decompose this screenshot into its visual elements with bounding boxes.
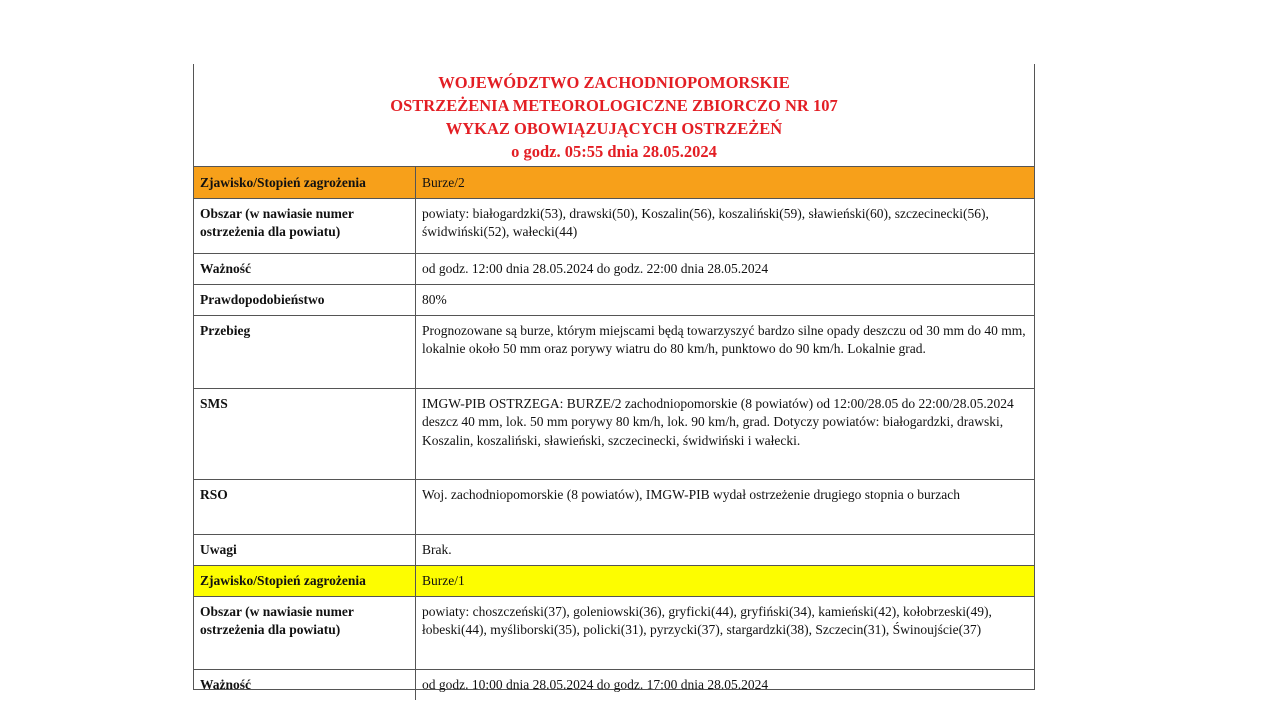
document-header bbox=[194, 64, 1034, 167]
phenomenon-label-2: Zjawisko/Stopień zagrożenia bbox=[194, 565, 416, 596]
notes-label: Uwagi bbox=[194, 534, 416, 565]
validity-row bbox=[194, 253, 1034, 284]
notes-row bbox=[194, 534, 1034, 565]
area-value-2: powiaty: choszczeński(37), goleniowski(36), gryficki(44), gryfiński(34), kamieński(42), kołobrzeski(49), łobeski(44), myśliborski(35), policki(31), pyrzycki(37), stargardzki(38), Szczecin(31), Świnoujście(37) bbox=[416, 596, 1035, 669]
header-region: WOJEWÓDZTWO ZACHODNIOPOMORSKIE bbox=[438, 73, 790, 92]
rso-label: RSO bbox=[194, 479, 416, 534]
rso-value: Woj. zachodniopomorskie (8 powiatów), IMGW-PIB wydał ostrzeżenie drugiego stopnia o burzach bbox=[416, 479, 1035, 534]
header-title: OSTRZEŻENIA METEOROLOGICZNE ZBIORCZO NR 107 bbox=[390, 96, 838, 115]
course-value: Prognozowane są burze, którym miejscami będą towarzyszyć bardzo silne opady deszczu od 30 mm do 40 mm, lokalnie około 50 mm oraz porywy wiatru do 80 km/h, punktowo do 90 km/h. Lokalnie grad. bbox=[416, 315, 1035, 388]
notes-value: Brak. bbox=[416, 534, 1035, 565]
area-row-2 bbox=[194, 596, 1034, 669]
sms-row bbox=[194, 388, 1034, 479]
validity-label-2: Ważność bbox=[194, 669, 416, 700]
sms-value: IMGW-PIB OSTRZEGA: BURZE/2 zachodniopomorskie (8 powiatów) od 12:00/28.05 do 22:00/28.05.2024 deszcz 40 mm, lok. 50 mm porywy 80 km/h, lok. 90 km/h, grad. Dotyczy powiatów: białogardzki, drawski, Koszalin, koszaliński, sławieński, szczecinecki, świdwiński i wałecki. bbox=[416, 388, 1035, 479]
phenomenon-value-2: Burze/1 bbox=[416, 565, 1035, 596]
course-row bbox=[194, 315, 1034, 388]
area-label-2: Obszar (w nawiasie numer ostrzeżenia dla powiatu) bbox=[194, 596, 416, 669]
header-subtitle: WYKAZ OBOWIĄZUJĄCYCH OSTRZEŻEŃ bbox=[445, 119, 783, 138]
header-timestamp: o godz. 05:55 dnia 28.05.2024 bbox=[511, 142, 717, 161]
validity-label: Ważność bbox=[194, 253, 416, 284]
probability-value: 80% bbox=[416, 284, 1035, 315]
probability-label: Prawdopodobieństwo bbox=[194, 284, 416, 315]
sms-label: SMS bbox=[194, 388, 416, 479]
phenomenon-label: Zjawisko/Stopień zagrożenia bbox=[194, 167, 416, 198]
course-label: Przebieg bbox=[194, 315, 416, 388]
phenomenon-value: Burze/2 bbox=[416, 167, 1035, 198]
validity-value-2: od godz. 10:00 dnia 28.05.2024 do godz. 17:00 dnia 28.05.2024 bbox=[422, 676, 769, 692]
phenomenon-row-2 bbox=[194, 565, 1034, 596]
phenomenon-row bbox=[194, 167, 1034, 198]
validity-value: od godz. 12:00 dnia 28.05.2024 do godz. 22:00 dnia 28.05.2024 bbox=[416, 253, 1035, 284]
validity-row-2 bbox=[194, 669, 1034, 700]
area-value: powiaty: białogardzki(53), drawski(50), Koszalin(56), koszaliński(59), sławieński(60), szczecinecki(56), świdwiński(52), wałecki(44) bbox=[416, 198, 1035, 253]
warnings-table bbox=[194, 167, 1034, 700]
probability-row bbox=[194, 284, 1034, 315]
rso-row bbox=[194, 479, 1034, 534]
area-row bbox=[194, 198, 1034, 253]
area-label: Obszar (w nawiasie numer ostrzeżenia dla powiatu) bbox=[194, 198, 416, 253]
warning-document bbox=[193, 64, 1035, 690]
